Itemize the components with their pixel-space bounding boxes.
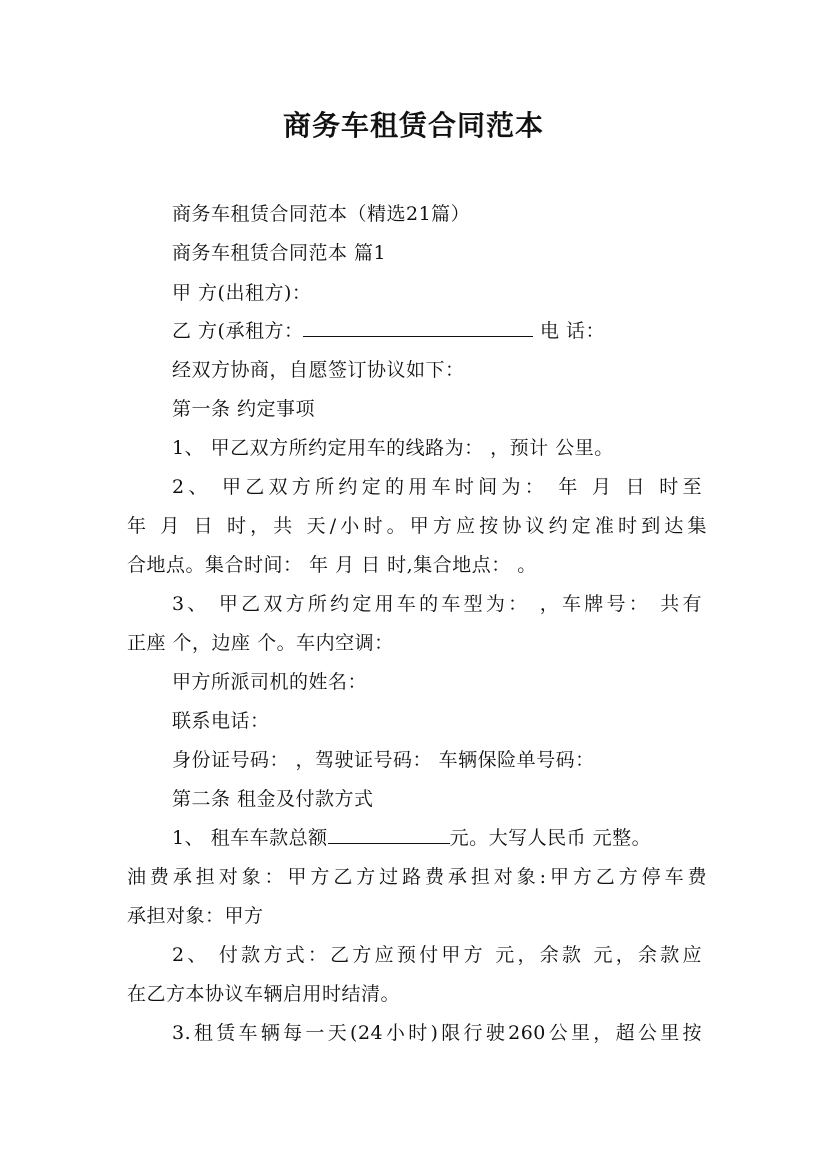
paragraph-line: 1、 甲乙双方所约定用车的线路为： ，预计 公里。 bbox=[172, 437, 614, 459]
fill-blank bbox=[303, 318, 533, 337]
fill-blank bbox=[328, 825, 450, 844]
paragraph-line: 3.租赁车辆每一天(24小时)限行驶260公里，超公里按 bbox=[172, 1022, 702, 1044]
total-amount-label: 1、 租车车款总额 bbox=[172, 827, 328, 849]
paragraph-line: 2、 付款方式：乙方应预付甲方 元，余款 元，余款应 bbox=[172, 944, 702, 966]
phone-label: 电 话： bbox=[533, 320, 606, 342]
paragraph-line: 正座 个，边座 个。车内空调： bbox=[127, 632, 394, 654]
paragraph-line: 在乙方本协议车辆启用时结清。 bbox=[127, 983, 401, 1005]
paragraph-line: 承担对象：甲方 bbox=[127, 905, 264, 927]
paragraph-line bbox=[172, 316, 752, 343]
paragraph-line: 商务车租赁合同范本（精选21篇） bbox=[172, 203, 471, 225]
paragraph-line: 合地点。集合时间： 年 月 日 时,集合地点： 。 bbox=[127, 554, 537, 576]
paragraph-line: 3、 甲乙双方所约定用车的车型为： ，车牌号： 共有 bbox=[172, 593, 702, 615]
paragraph-line bbox=[172, 823, 752, 850]
paragraph-line: 联系电话： bbox=[172, 710, 270, 732]
party-b-label: 乙 方(承租方： bbox=[172, 320, 304, 342]
paragraph-line: 身份证号码： ，驾驶证号码： 车辆保险单号码： bbox=[172, 749, 595, 771]
paragraph-line: 经双方协商，自愿签订协议如下： bbox=[172, 359, 465, 381]
paragraph-line: 2、 甲乙双方所约定的用车时间为： 年 月 日 时至 bbox=[172, 476, 702, 498]
section-heading: 第二条 租金及付款方式 bbox=[172, 788, 374, 810]
paragraph-line: 甲 方(出租方)： bbox=[172, 282, 312, 304]
paragraph-line: 油费承担对象：甲方乙方过路费承担对象:甲方乙方停车费 bbox=[127, 866, 707, 888]
total-amount-suffix: 元。大写人民币 元整。 bbox=[449, 827, 652, 849]
paragraph-line: 甲方所派司机的姓名： bbox=[172, 671, 368, 693]
document-title: 商务车租赁合同范本 bbox=[282, 109, 544, 142]
paragraph-line: 商务车租赁合同范本 篇1 bbox=[172, 242, 387, 264]
paragraph-line: 年 月 日 时，共 天/小时。甲方应按协议约定准时到达集 bbox=[127, 515, 707, 537]
section-heading: 第一条 约定事项 bbox=[172, 398, 316, 420]
